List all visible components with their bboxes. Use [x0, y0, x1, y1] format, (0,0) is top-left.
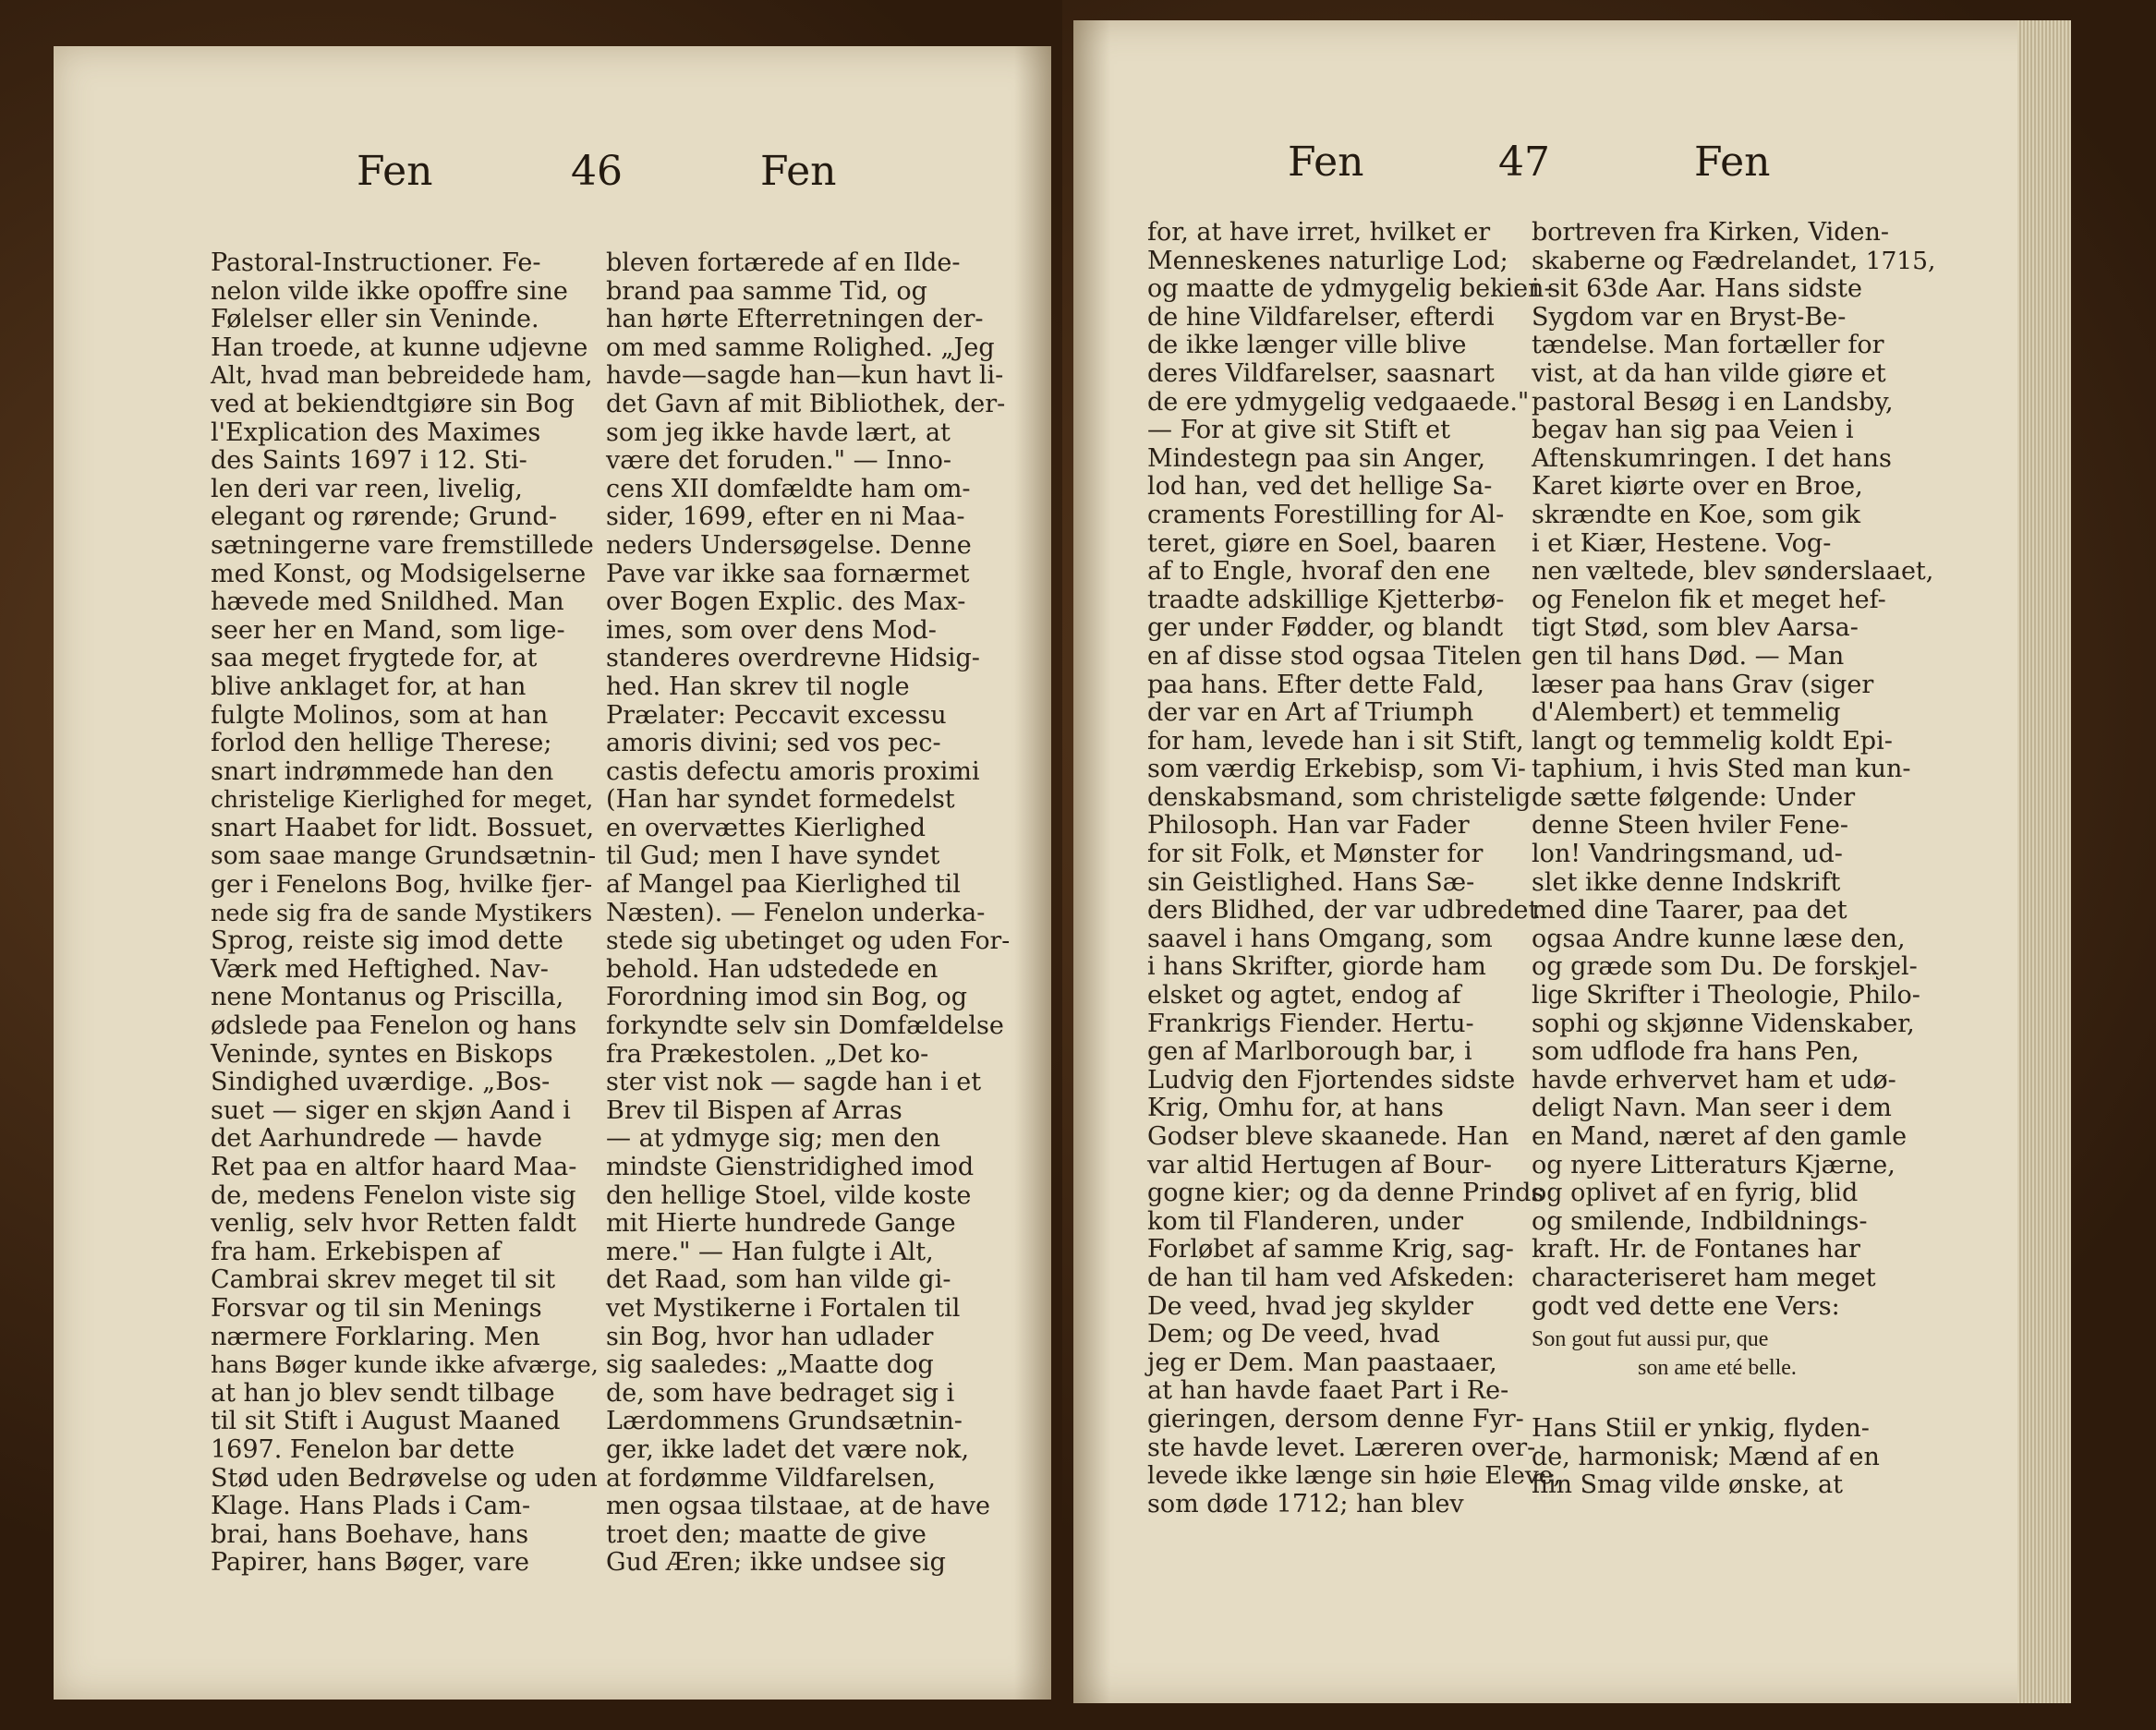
- left-page: [54, 46, 1051, 1700]
- text-line: Ludvig den Fjortendes sidste: [1147, 1065, 1516, 1095]
- text-line: vist, at da han vilde giøre et: [1532, 358, 1886, 388]
- text-line: over Bogen Explic. des Max-: [606, 587, 966, 617]
- text-line: — at ydmyge sig; men den: [606, 1124, 941, 1154]
- text-line: Cambrai skrev meget til sit: [211, 1265, 556, 1295]
- text-line: len deri var reen, livelig,: [211, 474, 523, 503]
- text-line: gen til hans Død. — Man: [1532, 641, 1845, 671]
- text-line: som saae mange Grundsætnin-: [211, 841, 597, 871]
- text-line: begav han sig paa Veien i: [1532, 416, 1854, 445]
- verse-line: son ame eté belle.: [1638, 1356, 1797, 1380]
- text-line: elegant og rørende; Grund-: [211, 502, 557, 532]
- text-line: suet — siger en skjøn Aand i: [211, 1095, 571, 1125]
- text-line: lod han, ved det hellige Sa-: [1147, 472, 1493, 502]
- text-line: ster vist nok — sagde han i et: [606, 1068, 982, 1097]
- text-line: Følelser eller sin Veninde.: [211, 305, 539, 334]
- text-line: Dem; og De veed, hvad: [1147, 1320, 1440, 1349]
- text-line: Krig, Omhu for, at hans: [1147, 1094, 1444, 1123]
- text-line: blive anklaget for, at han: [211, 671, 527, 701]
- text-line: Hans Stiil er ynkig, flyden-: [1532, 1414, 1870, 1443]
- text-line: Philosoph. Han var Fader: [1147, 811, 1470, 841]
- text-line: men ogsaa tilstaae, at de have: [606, 1492, 990, 1521]
- text-line: sin Geistlighed. Hans Sæ-: [1147, 867, 1475, 897]
- text-line: Værk med Heftighed. Nav-: [211, 954, 549, 984]
- text-line: der var en Art af Triumph: [1147, 698, 1474, 728]
- text-line: stede sig ubetinget og uden For-: [606, 926, 1011, 956]
- left-page-column-2: [606, 249, 1012, 1578]
- text-line: en overvættes Kierlighed: [606, 813, 926, 842]
- text-line: elsket og agtet, endog af: [1147, 981, 1461, 1010]
- text-line: fiin Smag vilde ønske, at: [1532, 1470, 1843, 1500]
- text-line: det Aarhundrede — havde: [211, 1124, 542, 1154]
- text-line: i hans Skrifter, giorde ham: [1147, 952, 1486, 982]
- text-line: amoris divini; sed vos pec-: [606, 729, 941, 758]
- text-line: hed. Han skrev til nogle: [606, 671, 910, 701]
- text-line: som værdig Erkebisp, som Vi-: [1147, 755, 1526, 784]
- text-line: og maatte de ydmygelig bekien-: [1147, 274, 1553, 304]
- text-line: denne Steen hviler Fene-: [1532, 811, 1848, 841]
- text-line: Aftenskumringen. I det hans: [1532, 443, 1892, 473]
- text-line: sider, 1699, efter en ni Maa-: [606, 502, 965, 532]
- left-page-column-1: [211, 249, 599, 1578]
- text-line: Sygdom var en Bryst-Be-: [1532, 302, 1847, 332]
- verse-quote: [1532, 1327, 1938, 1381]
- text-line: nede sig fra de sande Mystikers: [211, 899, 593, 927]
- text-line: De veed, hvad jeg skylder: [1147, 1291, 1473, 1321]
- text-line: d'Alembert) et temmelig: [1532, 698, 1841, 728]
- text-line: og nyere Litteraturs Kjærne,: [1532, 1150, 1896, 1180]
- text-line: — For at give sit Stift et: [1147, 416, 1451, 445]
- right-page-column-2: [1532, 219, 1938, 1321]
- text-line: Lærdommens Grundsætnin-: [606, 1407, 963, 1436]
- text-line: Han troede, at kunne udjevne: [211, 333, 588, 362]
- verse-line: Son gout fut aussi pur, que: [1532, 1327, 1769, 1351]
- text-line: mere." — Han fulgte i Alt,: [606, 1237, 934, 1266]
- text-line: var altid Hertugen af Bour-: [1147, 1150, 1493, 1180]
- text-line: teret, giøre en Soel, baaren: [1147, 528, 1496, 558]
- text-line: (Han har syndet formedelst: [606, 785, 955, 815]
- text-line: denskabsmand, som christelig: [1147, 782, 1532, 812]
- right-page-header: [1073, 139, 2071, 212]
- text-line: nen væltede, blev sønderslaaet,: [1532, 557, 1934, 587]
- text-line: 1697. Fenelon bar dette: [211, 1434, 515, 1464]
- text-line: de hine Vildfarelser, efterdi: [1147, 302, 1495, 332]
- text-line: forkyndte selv sin Domfældelse: [606, 1011, 1004, 1041]
- left-header-word-right: Fen: [760, 148, 837, 195]
- text-line: han hørte Efterretningen der-: [606, 305, 984, 334]
- text-line: imes, som over dens Mod-: [606, 615, 937, 645]
- right-header-word-right: Fen: [1694, 139, 1771, 186]
- left-page-number: 46: [571, 148, 623, 195]
- text-line: med dine Taarer, paa det: [1532, 896, 1847, 925]
- text-line: hans Bøger kunde ikke afværge,: [211, 1351, 599, 1380]
- text-line: Veninde, syntes en Biskops: [211, 1039, 553, 1069]
- text-line: jeg er Dem. Man paastaaer,: [1147, 1348, 1497, 1377]
- text-line: deligt Navn. Man seer i dem: [1532, 1094, 1892, 1123]
- text-line: Sprog, reiste sig imod dette: [211, 926, 563, 956]
- text-line: ved at bekiendtgiøre sin Bog: [211, 389, 575, 418]
- text-line: sætningerne vare fremstillede: [211, 530, 594, 560]
- text-line: den hellige Stoel, vilde koste: [606, 1180, 972, 1210]
- left-header-word-left: Fen: [357, 148, 433, 195]
- text-line: til sit Stift i August Maaned: [211, 1407, 561, 1436]
- text-line: traadte adskillige Kjetterbø-: [1147, 585, 1505, 614]
- text-line: som jeg ikke havde lært, at: [606, 417, 951, 447]
- text-line: sig saaledes: „Maatte dog: [606, 1350, 934, 1380]
- right-header-word-left: Fen: [1288, 139, 1364, 186]
- text-line: de han til ham ved Afskeden:: [1147, 1263, 1515, 1292]
- text-line: at han jo blev sendt tilbage: [211, 1378, 555, 1408]
- text-line: nelon vilde ikke opoffre sine: [211, 276, 568, 306]
- text-line: snart Haabet for lidt. Bossuet,: [211, 813, 595, 842]
- text-line: craments Forestilling for Al-: [1147, 500, 1505, 529]
- text-line: de sætte følgende: Under: [1532, 782, 1856, 812]
- text-line: Klage. Hans Plads i Cam-: [211, 1492, 531, 1521]
- text-line: Pave var ikke saa fornærmet: [606, 559, 970, 588]
- text-line: være det foruden." — Inno-: [606, 446, 951, 476]
- text-line: hævede med Snildhed. Man: [211, 587, 564, 617]
- text-line: nærmere Forklaring. Men: [211, 1322, 540, 1351]
- right-page: [1073, 20, 2071, 1703]
- text-line: ger under Fødder, og blandt: [1147, 613, 1504, 643]
- text-line: de, medens Fenelon viste sig: [211, 1180, 576, 1210]
- text-line: des Saints 1697 i 12. Sti-: [211, 446, 527, 476]
- text-line: de ere ydmygelig vedgaaede.": [1147, 387, 1530, 417]
- text-line: langt og temmelig koldt Epi-: [1532, 726, 1893, 756]
- text-line: i sit 63de Aar. Hans sidste: [1532, 274, 1862, 304]
- text-line: fulgte Molinos, som at han: [211, 700, 549, 730]
- text-line: Gud Æren; ikke undsee sig: [606, 1548, 946, 1578]
- text-line: havde erhvervet ham et udø-: [1532, 1065, 1896, 1095]
- text-line: sin Bog, hvor han udlader: [606, 1322, 934, 1351]
- text-line: l'Explication des Maximes: [211, 417, 541, 447]
- text-line: ders Blidhed, der var udbredet: [1147, 896, 1539, 925]
- text-line: af Mangel paa Kierlighed til: [606, 870, 961, 900]
- text-line: nene Montanus og Priscilla,: [211, 983, 564, 1012]
- text-line: snart indrømmede han den: [211, 756, 554, 786]
- text-line: Prælater: Peccavit excessu: [606, 700, 947, 730]
- text-line: godt ved dette ene Vers:: [1532, 1291, 1840, 1321]
- text-line: skaberne og Fædrelandet, 1715,: [1532, 246, 1936, 275]
- text-line: fra ham. Erkebispen af: [211, 1237, 501, 1266]
- text-line: at han havde faaet Part i Re-: [1147, 1376, 1509, 1406]
- text-line: forlod den hellige Therese;: [211, 729, 552, 758]
- text-line: Menneskenes naturlige Lod;: [1147, 246, 1508, 275]
- text-line: brai, hans Boehave, hans: [211, 1519, 529, 1549]
- text-line: paa hans. Efter dette Fald,: [1147, 670, 1485, 699]
- left-page-header: [54, 148, 1051, 222]
- left-gutter-shadow: [1014, 46, 1051, 1700]
- text-line: Brev til Bispen af Arras: [606, 1095, 902, 1125]
- page-edges: [2017, 20, 2071, 1703]
- text-line: castis defectu amoris proximi: [606, 756, 980, 786]
- text-line: som udflode fra hans Pen,: [1532, 1037, 1859, 1067]
- text-line: at fordømme Vildfarelsen,: [606, 1463, 936, 1493]
- text-line: taphium, i hvis Sted man kun-: [1532, 755, 1911, 784]
- text-line: bleven fortærede af en Ilde-: [606, 248, 961, 277]
- text-line: gen af Marlborough bar, i: [1147, 1037, 1472, 1067]
- text-line: neders Undersøgelse. Denne: [606, 530, 972, 560]
- text-line: lon! Vandringsmand, ud-: [1532, 840, 1843, 869]
- text-line: christelige Kierlighed for meget,: [211, 786, 594, 814]
- text-line: ger, ikke ladet det være nok,: [606, 1434, 970, 1464]
- text-line: ger i Fenelons Bog, hvilke fjer-: [211, 870, 593, 900]
- text-line: for ham, levede han i sit Stift,: [1147, 726, 1524, 756]
- text-line: læser paa hans Grav (siger: [1532, 670, 1874, 699]
- text-line: Alt, hvad man bebreidede ham,: [211, 362, 593, 391]
- text-line: som døde 1712; han blev: [1147, 1489, 1464, 1518]
- text-line: behold. Han udstedede en: [606, 954, 939, 984]
- text-line: Ret paa en altfor haard Maa-: [211, 1153, 577, 1181]
- text-line: og oplivet af en fyrig, blid: [1532, 1179, 1859, 1208]
- text-line: tændelse. Man fortæller for: [1532, 331, 1884, 360]
- text-line: for, at have irret, hvilket er: [1147, 218, 1491, 247]
- text-line: en Mand, næret af den gamle: [1532, 1122, 1908, 1151]
- text-line: mit Hierte hundrede Gange: [606, 1209, 956, 1239]
- text-line: ste havde levet. Læreren over-: [1147, 1433, 1536, 1462]
- text-line: i et Kiær, Hestene. Vog-: [1532, 528, 1832, 558]
- text-line: cens XII domfældte ham om-: [606, 474, 971, 503]
- text-line: Pastoral-Instructioner. Fe-: [211, 248, 541, 277]
- text-line: skrændte en Koe, som gik: [1532, 500, 1860, 529]
- text-line: til Gud; men I have syndet: [606, 841, 940, 871]
- text-line: det Gavn af mit Bibliothek, der-: [606, 389, 1006, 418]
- text-line: tigt Stød, som blev Aarsa-: [1532, 613, 1859, 643]
- text-line: gieringen, dersom denne Fyr-: [1147, 1404, 1524, 1434]
- text-line: characteriseret ham meget: [1532, 1263, 1876, 1292]
- right-page-after-verse: [1532, 1415, 1938, 1500]
- text-line: Karet kiørte over en Broe,: [1532, 472, 1863, 502]
- text-line: levede ikke længe sin høie Eleve,: [1147, 1461, 1561, 1491]
- text-line: af to Engle, hvoraf den ene: [1147, 557, 1491, 587]
- text-line: Stød uden Bedrøvelse og uden: [211, 1463, 598, 1493]
- text-line: ogsaa Andre kunne læse den,: [1532, 924, 1906, 953]
- text-line: Papirer, hans Bøger, vare: [211, 1548, 529, 1578]
- text-line: pastoral Besøg i en Landsby,: [1532, 387, 1894, 417]
- text-line: seer her en Mand, som lige-: [211, 615, 565, 645]
- right-page-number: 47: [1498, 139, 1550, 186]
- text-line: sophi og skjønne Videnskaber,: [1532, 1009, 1915, 1038]
- text-line: de ikke længer ville blive: [1147, 331, 1467, 360]
- text-line: standeres overdrevne Hidsig-: [606, 644, 980, 673]
- text-line: ødslede paa Fenelon og hans: [211, 1011, 577, 1041]
- text-line: Godser bleve skaanede. Han: [1147, 1122, 1509, 1151]
- text-line: mindste Gienstridighed imod: [606, 1153, 975, 1181]
- right-page-column-1: [1147, 219, 1563, 1518]
- text-line: de, som have bedraget sig i: [606, 1378, 955, 1408]
- text-line: Forordning imod sin Bog, og: [606, 983, 968, 1012]
- text-line: slet ikke denne Indskrift: [1532, 867, 1841, 897]
- text-line: Forsvar og til sin Menings: [211, 1293, 542, 1323]
- text-line: fra Prækestolen. „Det ko-: [606, 1039, 929, 1069]
- text-line: kom til Flanderen, under: [1147, 1206, 1464, 1236]
- text-line: brand paa samme Tid, og: [606, 276, 927, 306]
- text-line: Forløbet af samme Krig, sag-: [1147, 1235, 1514, 1264]
- text-line: de, harmonisk; Mænd af en: [1532, 1442, 1880, 1471]
- text-line: med Konst, og Modsigelserne: [211, 559, 587, 588]
- text-line: troet den; maatte de give: [606, 1519, 927, 1549]
- text-line: Sindighed uværdige. „Bos-: [211, 1068, 551, 1097]
- text-line: Næsten). — Fenelon underka-: [606, 898, 986, 927]
- text-line: for sit Folk, et Mønster for: [1147, 840, 1484, 869]
- text-line: lige Skrifter i Theologie, Philo-: [1532, 981, 1920, 1010]
- text-line: kraft. Hr. de Fontanes har: [1532, 1235, 1860, 1264]
- right-gutter-shadow: [1073, 20, 1110, 1703]
- text-line: Frankrigs Fiender. Hertu-: [1147, 1009, 1474, 1038]
- text-line: saavel i hans Omgang, som: [1147, 924, 1493, 953]
- text-line: venlig, selv hvor Retten faldt: [211, 1209, 576, 1239]
- text-line: gogne kier; og da denne Prinds: [1147, 1179, 1544, 1208]
- text-line: om med samme Rolighed. „Jeg: [606, 333, 995, 362]
- text-line: havde—sagde han—kun havt li-: [606, 361, 1004, 391]
- text-line: og Fenelon fik et meget hef-: [1532, 585, 1886, 614]
- text-line: det Raad, som han vilde gi-: [606, 1265, 951, 1295]
- text-line: saa meget frygtede for, at: [211, 644, 538, 673]
- text-line: og smilende, Indbildnings-: [1532, 1206, 1868, 1236]
- text-line: og græde som Du. De forskjel-: [1532, 952, 1918, 982]
- text-line: vet Mystikerne i Fortalen til: [606, 1293, 961, 1323]
- text-line: bortreven fra Kirken, Viden-: [1532, 218, 1890, 247]
- text-line: en af disse stod ogsaa Titelen: [1147, 641, 1522, 671]
- text-line: deres Vildfarelser, saasnart: [1147, 358, 1495, 388]
- text-line: Mindestegn paa sin Anger,: [1147, 443, 1486, 473]
